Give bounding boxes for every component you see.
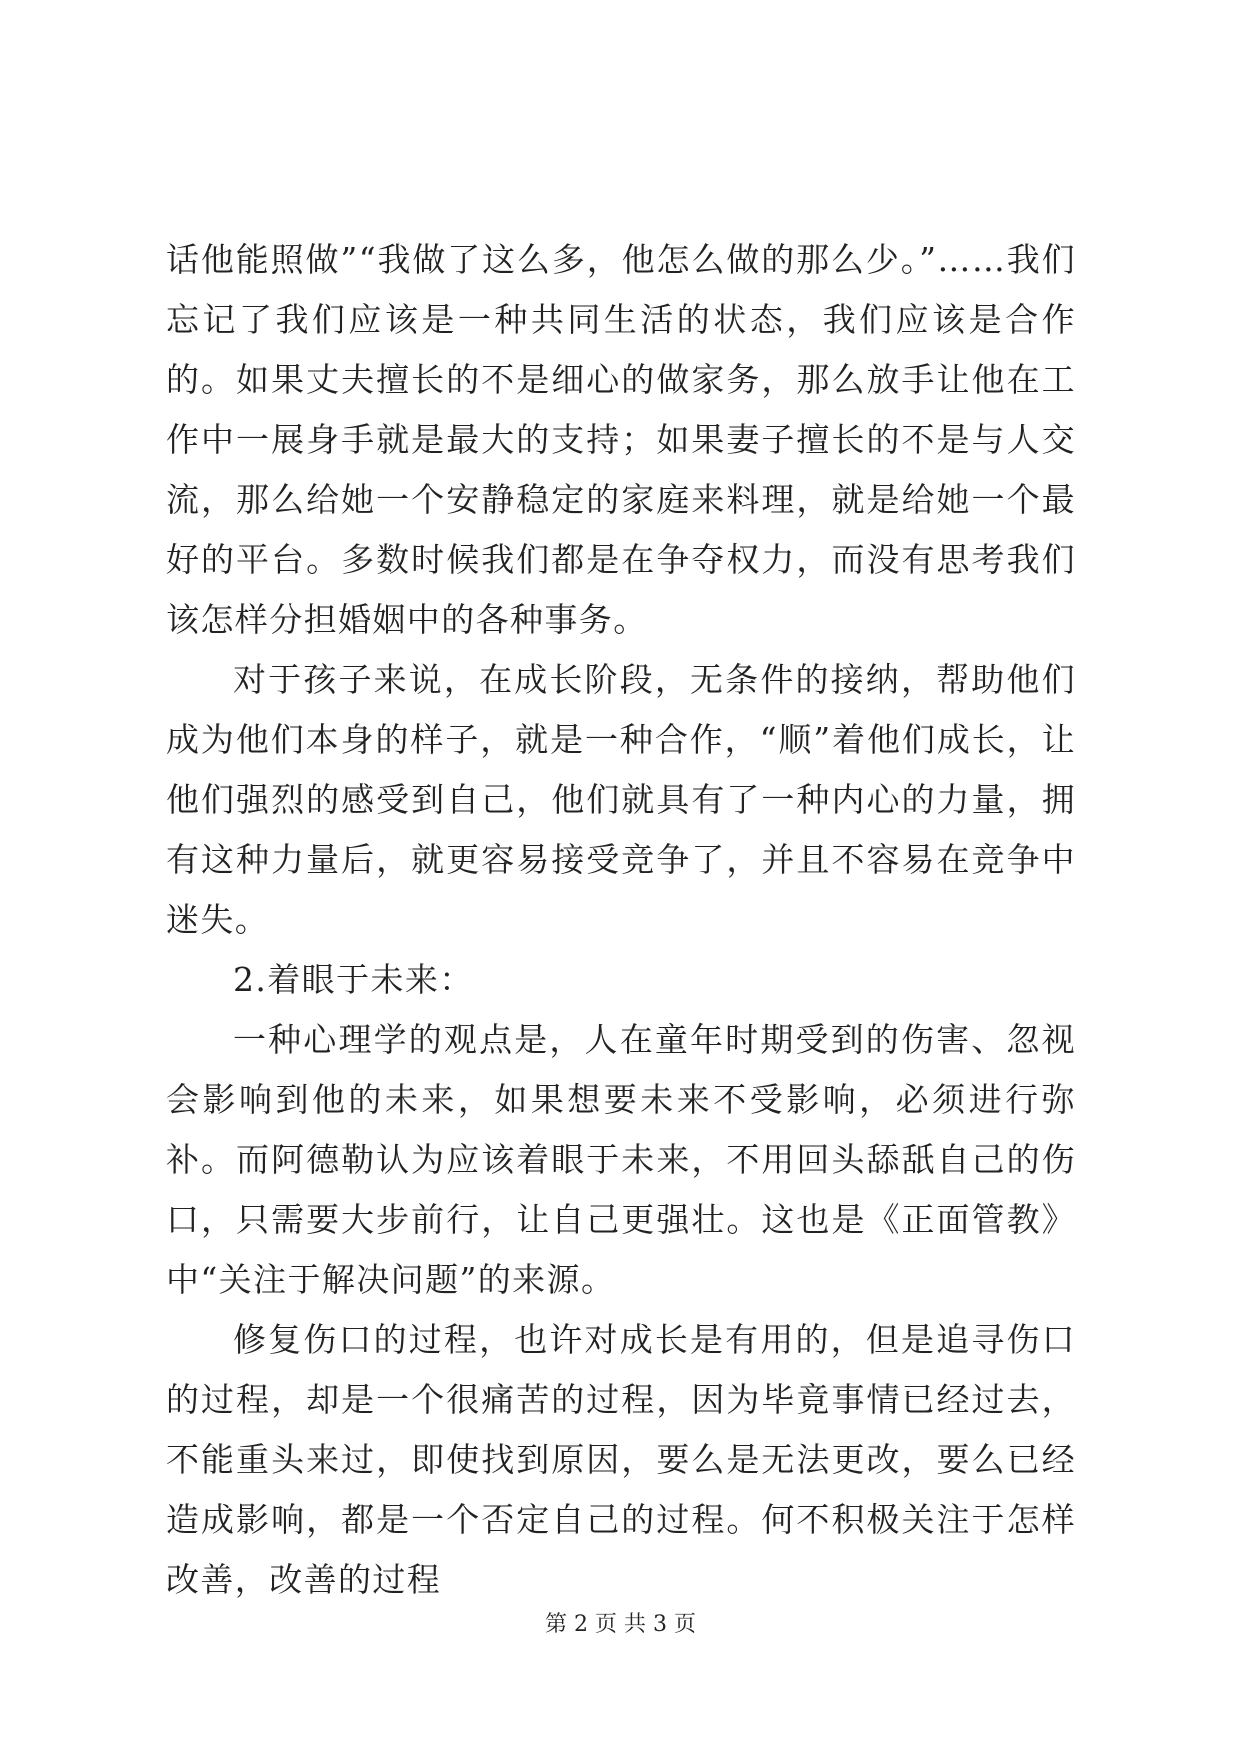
document-body bbox=[166, 230, 1076, 1610]
paragraph-children-cooperation: 对于孩子来说，在成长阶段，无条件的接纳，帮助他们成为他们本身的样子，就是一种合作，“顺”着他们成长，让他们强烈的感受到自己，他们就具有了一种内心的力量，拥有这种力量后，就更容易接受竞争了，并且不容易在竞争中迷失。 bbox=[166, 660, 1076, 939]
paragraph-continuation: 话他能照做”“我做了这么多，他怎么做的那么少。”……我们忘记了我们应该是一种共同生活的状态，我们应该是合作的。如果丈夫擅长的不是细心的做家务，那么放手让他在工作中一展身手就是最大的支持；如果妻子擅长的不是与人交流，那么给她一个安静稳定的家庭来料理，就是给她一个最好的平台。多数时候我们都是在争夺权力，而没有思考我们该怎样分担婚姻中的各种事务。 bbox=[166, 240, 1076, 639]
section-heading-future: 2.着眼于未来： bbox=[233, 960, 474, 999]
page-number-footer: 第 2 页 共 3 页 bbox=[545, 1612, 696, 1637]
paragraph-psychology-view: 一种心理学的观点是，人在童年时期受到的伤害、忽视会影响到他的未来，如果想要未来不受影响，必须进行弥补。而阿德勒认为应该着眼于未来，不用回头舔舐自己的伤口，只需要大步前行，让自己更强壮。这也是《正面管教》中“关注于解决问题”的来源。 bbox=[166, 1020, 1076, 1299]
paragraph-healing-process: 修复伤口的过程，也许对成长是有用的，但是追寻伤口的过程，却是一个很痛苦的过程，因为毕竟事情已经过去，不能重头来过，即使找到原因，要么是无法更改，要么已经造成影响，都是一个否定自己的过程。何不积极关注于怎样改善，改善的过程 bbox=[166, 1320, 1076, 1599]
